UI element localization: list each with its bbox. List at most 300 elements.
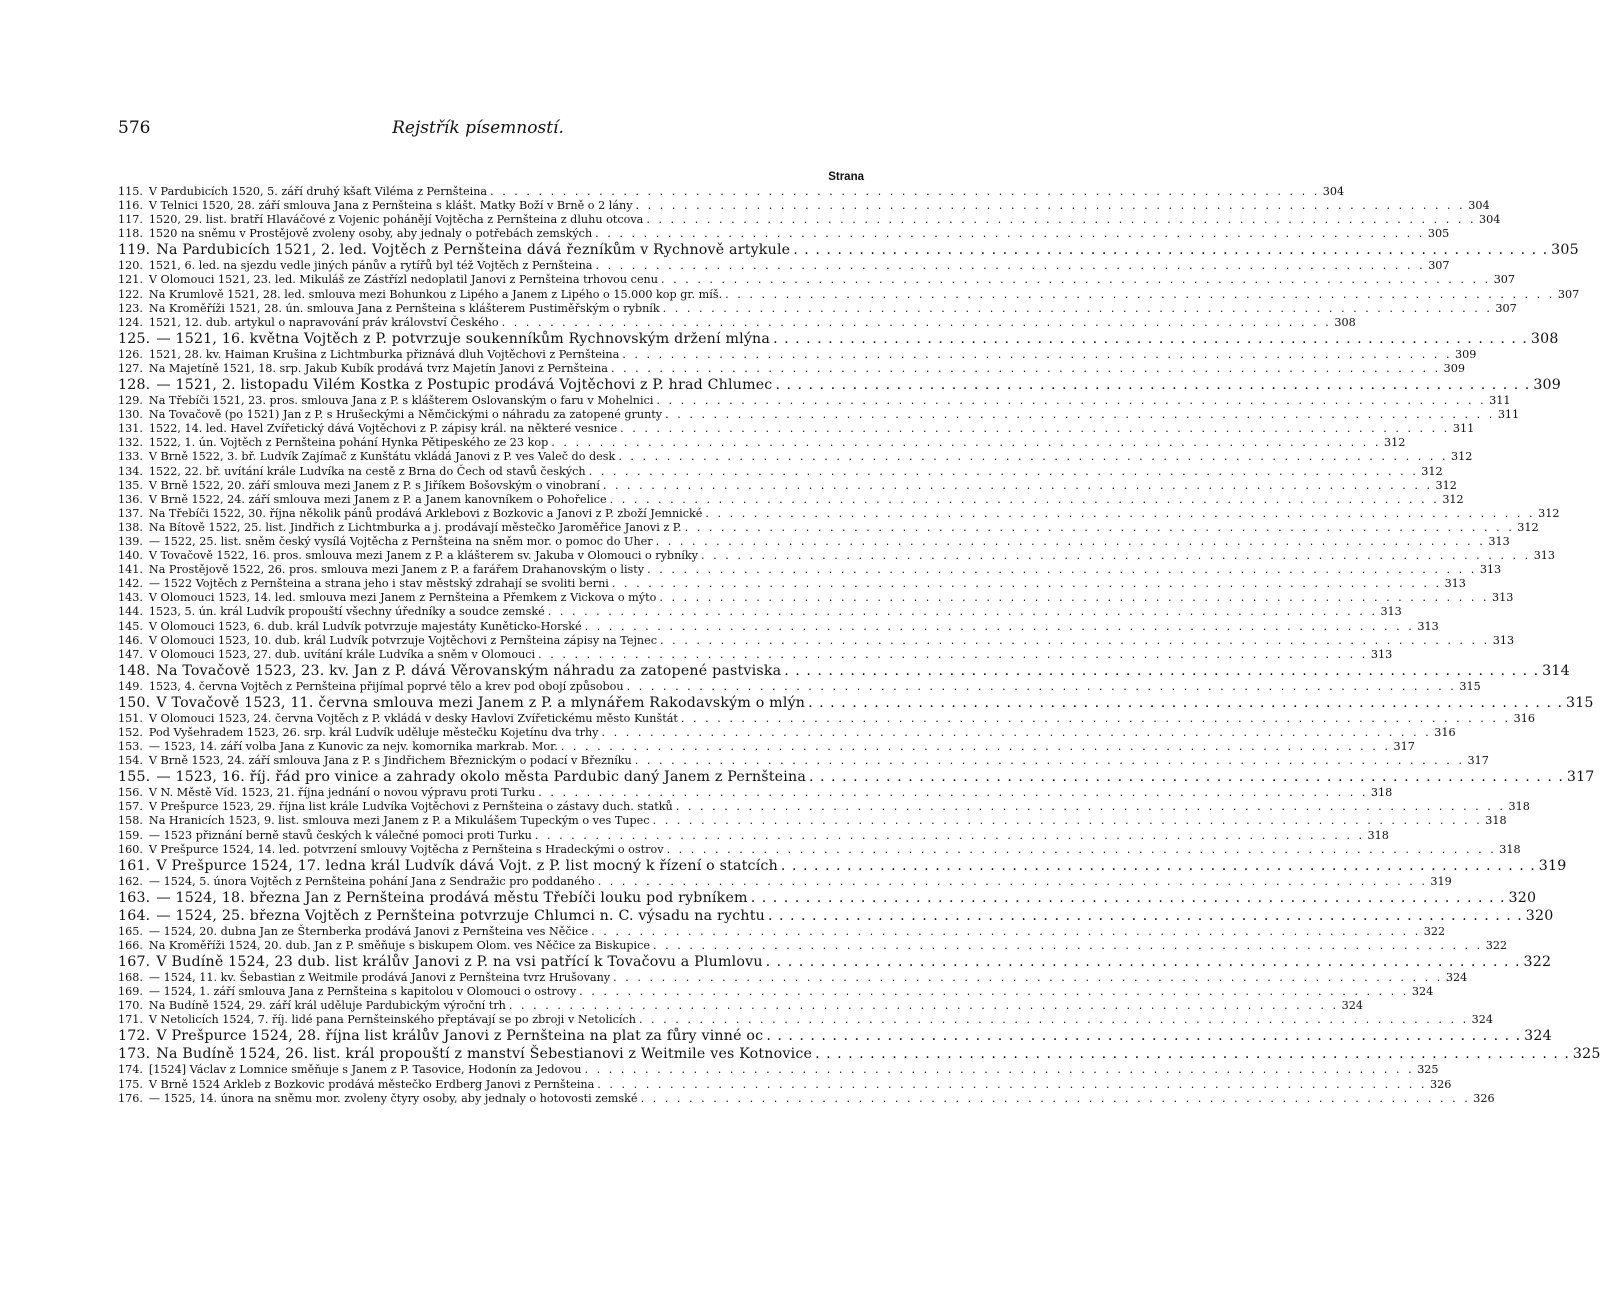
entry-number: 140.	[118, 549, 143, 563]
entry-page-number: 322	[1523, 954, 1552, 971]
entry-text: Na Budíně 1524, 29. září král uděluje Pardubickým výroční trh	[148, 999, 506, 1013]
running-title: Rejstřík písemností.	[392, 118, 564, 138]
index-entry	[118, 842, 1521, 857]
entry-page-number: 319	[1430, 874, 1452, 888]
index-entry	[118, 478, 1457, 493]
index-entry	[118, 953, 1552, 971]
entry-number: 156.	[118, 786, 143, 800]
entry-text: [1524] Václav z Lomnice směňuje s Janem z P. Tasovice, Hodonín za Jedovou	[148, 1063, 582, 1077]
entry-page-number: 313	[1417, 619, 1439, 633]
entry-page-number: 304	[1322, 185, 1345, 198]
entry-text: Na Hranicích 1523, 9. list. smlouva mezi Janem z P. a Mikulášem Tupeckým o ves Tupec	[148, 814, 650, 828]
entry-number: 135.	[118, 478, 143, 492]
leader-dots: . . . . . . . . . . . . . . . . . . . . . . . . . . . . . . . . . . . . . . . . . . . . . . . . . . . . . . . . . . . . . . . . . . . . .	[765, 954, 1521, 971]
index-entry	[118, 506, 1560, 521]
entry-number: 148.	[118, 662, 151, 679]
leader-dots: . . . . . . . . . . . . . . . . . . . . . . . . . . . . . . . . . . . . . . . . . . . . . . . . . . . . . . . . . . . . . . . . . . . . .	[809, 769, 1564, 786]
leader-dots: . . . . . . . . . . . . . . . . . . . . . . . . . . . . . . . . . . . . . . . . . . . . . . . . . . . . . . . . . . . . . . . . . . . . .	[700, 549, 1531, 563]
leader-dots: . . . . . . . . . . . . . . . . . . . . . . . . . . . . . . . . . . . . . . . . . . . . . . . . . . . . . . . . . . . . . . . . . . . . .	[508, 999, 1339, 1013]
index-entry	[118, 1013, 1493, 1027]
index-entry	[118, 394, 1511, 408]
index-entry	[118, 633, 1515, 648]
entry-page-number: 312	[1451, 450, 1473, 464]
entry-number: 174.	[118, 1063, 143, 1077]
entry-page-number: 308	[1334, 315, 1356, 329]
entry-number: 162.	[118, 874, 143, 888]
leader-dots: . . . . . . . . . . . . . . . . . . . . . . . . . . . . . . . . . . . . . . . . . . . . . . . . . . . . . . . . . . . . . . . . . . . . .	[610, 361, 1441, 375]
entry-page-number: 304	[1468, 199, 1490, 213]
entry-text: V Olomouci 1523, 10. dub. král Ludvík potvrzuje Vojtěchovi z Pernšteina zápisy na Tejnec	[148, 633, 658, 647]
index-entry	[118, 450, 1473, 464]
entry-number: 120.	[118, 259, 143, 273]
entry-page-number: 322	[1485, 938, 1508, 952]
entry-number: 133.	[118, 450, 143, 464]
entry-page-number: 309	[1455, 347, 1477, 361]
entry-number: 130.	[118, 408, 143, 422]
index-entry	[118, 889, 1537, 907]
entry-number: 171.	[118, 1013, 143, 1027]
index-entry	[118, 315, 1356, 330]
leader-dots: . . . . . . . . . . . . . . . . . . . . . . . . . . . . . . . . . . . . . . . . . . . . . . . . . . . . . . . . . . . . . . . . . . . . .	[613, 971, 1443, 985]
entry-text: 1523, 4. června Vojtěch z Pernšteina přijímal poprvé tělo a krev pod obojí způsobou	[148, 679, 624, 693]
page-column-heading: Strana	[828, 171, 864, 183]
entry-text: V Prešpurce 1524, 14. led. potvrzení smlouvy Vojtěcha z Pernšteina s Hradeckými o ostrov	[148, 842, 664, 856]
leader-dots: . . . . . . . . . . . . . . . . . . . . . . . . . . . . . . . . . . . . . . . . . . . . . . . . . . . . . . . . . . . . . . . . . . . . .	[725, 287, 1555, 301]
entry-text: — 1523, 14. září volba Jana z Kunovic za nejv. komornika markrab. Mor.	[148, 740, 558, 754]
leader-dots: . . . . . . . . . . . . . . . . . . . . . . . . . . . . . . . . . . . . . . . . . . . . . . . . . . . . . . . . . . . . . . . . . . . . .	[534, 828, 1365, 842]
entry-page-number: 320	[1508, 889, 1537, 906]
index-entry	[118, 1091, 1495, 1106]
index-entry	[118, 619, 1439, 634]
entry-number: 126.	[118, 347, 143, 361]
leader-dots: . . . . . . . . . . . . . . . . . . . . . . . . . . . . . . . . . . . . . . . . . . . . . . . . . . . . . . . . . . . . . . . . . . . . .	[656, 394, 1487, 408]
leader-dots: . . . . . . . . . . . . . . . . . . . . . . . . . . . . . . . . . . . . . . . . . . . . . . . . . . . . . . . . . . . . . . . . . . . . .	[675, 800, 1506, 814]
entry-text: Na Budíně 1524, 26. list. král propouští z manství Šebestianovi z Weitmile ves Kotnovice	[156, 1046, 813, 1063]
entry-number: 115.	[118, 185, 143, 198]
entry-number: 157.	[118, 800, 143, 814]
entry-page-number: 307	[1557, 287, 1580, 301]
entry-page-number: 313	[1488, 534, 1510, 548]
entry-text: Na Majetíně 1521, 18. srp. Jakub Kubík prodává tvrz Majetín Janovi z Pernšteina	[148, 361, 608, 375]
leader-dots: . . . . . . . . . . . . . . . . . . . . . . . . . . . . . . . . . . . . . . . . . . . . . . . . . . . . . . . . . . . . . . . . . . . . .	[659, 591, 1490, 605]
entry-number: 164.	[118, 907, 151, 924]
entry-page-number: 313	[1492, 591, 1514, 605]
entry-number: 124.	[118, 315, 143, 329]
index-entry	[118, 185, 1345, 199]
leader-dots: . . . . . . . . . . . . . . . . . . . . . . . . . . . . . . . . . . . . . . . . . . . . . . . . . . . . . . . . . . . . . . . . . . . . .	[665, 408, 1495, 422]
leader-dots: . . . . . . . . . . . . . . . . . . . . . . . . . . . . . . . . . . . . . . . . . . . . . . . . . . . . . . . . . . . . . . . . . . . . .	[640, 1091, 1471, 1105]
leader-dots: . . . . . . . . . . . . . . . . . . . . . . . . . . . . . . . . . . . . . . . . . . . . . . . . . . . . . . . . . . . . . . . . . . . . .	[595, 227, 1425, 241]
entry-text: — 1524, 20. dubna Jan ze Šternberka prodává Janovi z Pernšteina ves Něčice	[148, 924, 589, 938]
entry-text: V Brně 1523, 24. září smlouva Jana z P. s Jindřichem Březnickým o podací v Březníku	[148, 754, 632, 768]
leader-dots: . . . . . . . . . . . . . . . . . . . . . . . . . . . . . . . . . . . . . . . . . . . . . . . . . . . . . . . . . . . . . . . . . . . . .	[635, 199, 1466, 213]
entry-text: Na Třebíči 1521, 23. pros. smlouva Jana z P. s klášterem Oslovanským o faru v Mohelnici	[148, 394, 654, 408]
entry-text: V Brně 1522, 20. září smlouva mezi Janem z P. s Jiříkem Bošovským o vinobraní	[148, 478, 600, 492]
entry-number: 155.	[118, 769, 151, 786]
entry-page-number: 313	[1533, 549, 1556, 563]
entry-page-number: 318	[1499, 842, 1521, 856]
entry-page-number: 324	[1411, 985, 1434, 999]
entry-number: 145.	[118, 619, 143, 633]
entry-number: 129.	[118, 394, 143, 408]
index-entry	[118, 534, 1510, 549]
leader-dots: . . . . . . . . . . . . . . . . . . . . . . . . . . . . . . . . . . . . . . . . . . . . . . . . . . . . . . . . . . . . . . . . . . . . .	[501, 315, 1332, 329]
entry-number: 127.	[118, 361, 143, 375]
entry-page-number: 313	[1370, 647, 1393, 661]
entry-text: 1521, 6. led. na sjezdu vedle jiných pánův a rytířů byl též Vojtěch z Pernšteina	[148, 259, 593, 273]
entry-text: — 1525, 14. února na sněmu mor. zvoleny čtyry osoby, aby jednaly o hotovosti zemské	[148, 1091, 638, 1105]
entry-number: 176.	[118, 1091, 143, 1105]
entry-number: 138.	[118, 520, 143, 534]
index-entry	[118, 786, 1393, 800]
leader-dots: . . . . . . . . . . . . . . . . . . . . . . . . . . . . . . . . . . . . . . . . . . . . . . . . . . . . . . . . . . . . . . . . . . . . .	[609, 492, 1440, 506]
entry-number: 168.	[118, 971, 143, 985]
leader-dots: . . . . . . . . . . . . . . . . . . . . . . . . . . . . . . . . . . . . . . . . . . . . . . . . . . . . . . . . . . . . . . . . . . . . .	[601, 726, 1432, 739]
entry-number: 118.	[118, 227, 143, 241]
entry-text: V Brně 1524 Arkleb z Bozkovic prodává městečko Erdberg Janovi z Pernšteina	[148, 1077, 595, 1091]
leader-dots: . . . . . . . . . . . . . . . . . . . . . . . . . . . . . . . . . . . . . . . . . . . . . . . . . . . . . . . . . . . . . . . . . . . . .	[597, 1077, 1427, 1091]
entry-text: V Tovačově 1522, 16. pros. smlouva mezi Janem z P. a klášterem sv. Jakuba v Olomouci o rybníky	[148, 549, 698, 563]
entry-number: 137.	[118, 506, 143, 520]
entry-text: 1521, 12. dub. artykul o napravování práv království Českého	[148, 315, 499, 329]
entry-page-number: 313	[1479, 563, 1502, 577]
entry-number: 165.	[118, 924, 143, 938]
entry-number: 152.	[118, 726, 143, 739]
leader-dots: . . . . . . . . . . . . . . . . . . . . . . . . . . . . . . . . . . . . . . . . . . . . . . . . . . . . . . . . . . . . . . . . . . . . .	[626, 679, 1457, 693]
entry-text: — 1522 Vojtěch z Pernšteina a strana jeho i stav městský zdrahají se svoliti berni	[148, 577, 609, 591]
index-entry	[118, 857, 1567, 875]
entry-page-number: 326	[1473, 1091, 1495, 1105]
index-entry	[118, 241, 1579, 259]
entry-number: 123.	[118, 301, 143, 315]
entry-text: Na Kroměříži 1521, 28. ún. smlouva Jana z Pernšteina s klášterem Pustiměřským o rybník	[148, 301, 660, 315]
index-entry	[118, 577, 1466, 591]
index-entry	[118, 376, 1561, 394]
entry-page-number: 311	[1452, 422, 1475, 436]
entry-page-number: 312	[1383, 436, 1406, 450]
index-entry	[118, 259, 1450, 273]
entry-text: — 1524, 18. března Jan z Pernšteina prodává městu Třebíči louku pod rybníkem	[156, 889, 748, 906]
entry-text: 1522, 1. ún. Vojtěch z Pernšteina pohání Hynka Pětipeského ze 23 kop	[148, 436, 549, 450]
entry-page-number: 324	[1341, 999, 1363, 1013]
entry-page-number: 324	[1445, 971, 1468, 985]
leader-dots: . . . . . . . . . . . . . . . . . . . . . . . . . . . . . . . . . . . . . . . . . . . . . . . . . . . . . . . . . . . . . . . . . . . . .	[705, 506, 1536, 520]
leader-dots: . . . . . . . . . . . . . . . . . . . . . . . . . . . . . . . . . . . . . . . . . . . . . . . . . . . . . . . . . . . . . . . . . . . . .	[490, 185, 1320, 198]
entry-number: 159.	[118, 828, 143, 842]
entry-text: — 1523, 16. říj. řád pro vinice a zahrady okolo města Pardubic daný Janem z Pernšteina	[156, 769, 807, 786]
leader-dots: . . . . . . . . . . . . . . . . . . . . . . . . . . . . . . . . . . . . . . . . . . . . . . . . . . . . . . . . . . . . . . . . . . . . .	[646, 213, 1477, 227]
index-entry	[118, 436, 1406, 450]
entry-number: 161.	[118, 857, 151, 874]
index-entry	[118, 924, 1446, 939]
leader-dots: . . . . . . . . . . . . . . . . . . . . . . . . . . . . . . . . . . . . . . . . . . . . . . . . . . . . . . . . . . . . . . . . . . . . .	[784, 662, 1540, 679]
index-entry	[118, 563, 1502, 577]
index-entry	[118, 828, 1389, 843]
entry-page-number: 313	[1492, 633, 1515, 647]
leader-dots: . . . . . . . . . . . . . . . . . . . . . . . . . . . . . . . . . . . . . . . . . . . . . . . . . . . . . . . . . . . . . . . . . . . . .	[660, 633, 1490, 647]
index-entry	[118, 492, 1464, 507]
entry-text: V Brně 1522, 3. bř. Ludvík Zajímač z Kunštátu vkládá Janovi z P. ves Valeč do desk	[148, 450, 616, 464]
leader-dots: . . . . . . . . . . . . . . . . . . . . . . . . . . . . . . . . . . . . . . . . . . . . . . . . . . . . . . . . . . . . . . . . . . . . .	[666, 842, 1497, 856]
index-entry	[118, 679, 1481, 694]
leader-dots: . . . . . . . . . . . . . . . . . . . . . . . . . . . . . . . . . . . . . . . . . . . . . . . . . . . . . . . . . . . . . . . . . . . . .	[547, 605, 1378, 619]
entry-text: Na Tovačově (po 1521) Jan z P. s Hrušeckými a Němčickými o náhradu za zatopené grunty	[148, 408, 663, 422]
entry-text: V N. Městě Víd. 1523, 21. října jednání o novou výpravu proti Turku	[148, 786, 536, 800]
leader-dots: . . . . . . . . . . . . . . . . . . . . . . . . . . . . . . . . . . . . . . . . . . . . . . . . . . . . . . . . . . . . . . . . . . . . .	[652, 814, 1483, 828]
entry-page-number: 312	[1517, 520, 1539, 534]
leader-dots: . . . . . . . . . . . . . . . . . . . . . . . . . . . . . . . . . . . . . . . . . . . . . . . . . . . . . . . . . . . . . . . . . . . . .	[655, 534, 1486, 548]
entry-number: 144.	[118, 605, 143, 619]
leader-dots: . . . . . . . . . . . . . . . . . . . . . . . . . . . . . . . . . . . . . . . . . . . . . . . . . . . . . . . . . . . . . . . . . . . . .	[766, 1028, 1522, 1045]
entry-number: 163.	[118, 889, 151, 906]
entry-page-number: 309	[1443, 361, 1466, 375]
leader-dots: . . . . . . . . . . . . . . . . . . . . . . . . . . . . . . . . . . . . . . . . . . . . . . . . . . . . . . . . . . . . . . . . . . . . .	[595, 259, 1426, 273]
page-number: 576	[118, 118, 151, 138]
entry-text: 1520 na sněmu v Prostějově zvoleny osoby, aby jednaly o potřebách zemských	[148, 227, 593, 241]
index-entry	[118, 422, 1475, 436]
leader-dots: . . . . . . . . . . . . . . . . . . . . . . . . . . . . . . . . . . . . . . . . . . . . . . . . . . . . . . . . . . . . . . . . . . . . .	[538, 786, 1368, 800]
leader-dots: . . . . . . . . . . . . . . . . . . . . . . . . . . . . . . . . . . . . . . . . . . . . . . . . . . . . . . . . . . . . . . . . . . . . .	[662, 301, 1493, 315]
entry-number: 122.	[118, 287, 143, 301]
entry-page-number: 316	[1434, 726, 1456, 739]
index-entry	[118, 1063, 1439, 1077]
index-entry	[118, 754, 1489, 768]
entry-text: V Pardubicích 1520, 5. září druhý kšaft Viléma z Pernšteina	[148, 185, 488, 198]
entry-number: 116.	[118, 199, 143, 213]
entry-text: — 1524, 5. února Vojtěch z Pernšteina pohání Jana z Sendražic pro poddaného	[148, 874, 595, 888]
leader-dots: . . . . . . . . . . . . . . . . . . . . . . . . . . . . . . . . . . . . . . . . . . . . . . . . . . . . . . . . . . . . . . . . . . . . .	[773, 330, 1528, 347]
entry-page-number: 318	[1367, 828, 1389, 842]
index-entry	[118, 227, 1450, 241]
entry-text: Na Tovačově 1523, 23. kv. Jan z P. dává Věrovanským náhradu za zatopené pastviska	[156, 662, 782, 679]
entry-page-number: 307	[1495, 301, 1517, 315]
index-entry	[118, 199, 1490, 213]
entry-number: 151.	[118, 711, 143, 725]
entry-page-number: 312	[1421, 464, 1443, 478]
entry-page-number: 317	[1393, 740, 1415, 754]
index-entry	[118, 662, 1570, 680]
leader-dots: . . . . . . . . . . . . . . . . . . . . . . . . . . . . . . . . . . . . . . . . . . . . . . . . . . . . . . . . . . . . . . . . . . . . .	[538, 647, 1368, 661]
entry-number: 128.	[118, 377, 151, 394]
leader-dots: . . . . . . . . . . . . . . . . . . . . . . . . . . . . . . . . . . . . . . . . . . . . . . . . . . . . . . . . . . . . . . . . . . . . .	[767, 907, 1523, 924]
entry-text: 1523, 5. ún. král Ludvík propouští všechny úředníky a soudce zemské	[148, 605, 545, 619]
entry-text: V Budíně 1524, 23 dub. list králův Janovi z P. na vsi patřící k Tovačovu a Plumlovu	[156, 954, 763, 971]
entry-page-number: 308	[1530, 330, 1559, 347]
leader-dots: . . . . . . . . . . . . . . . . . . . . . . . . . . . . . . . . . . . . . . . . . . . . . . . . . . . . . . . . . . . . . . . . . . . . .	[591, 924, 1421, 938]
entry-number: 169.	[118, 985, 143, 999]
index-entry	[118, 213, 1501, 227]
leader-dots: . . . . . . . . . . . . . . . . . . . . . . . . . . . . . . . . . . . . . . . . . . . . . . . . . . . . . . . . . . . . . . . . . . . . .	[622, 347, 1452, 361]
index-entry	[118, 711, 1535, 726]
entry-page-number: 312	[1442, 492, 1464, 506]
leader-dots: . . . . . . . . . . . . . . . . . . . . . . . . . . . . . . . . . . . . . . . . . . . . . . . . . . . . . . . . . . . . . . . . . . . . .	[680, 711, 1511, 725]
entry-text: — 1523 přiznání berně stavů českých k válečné pomoci proti Turku	[148, 828, 532, 842]
entry-number: 139.	[118, 534, 143, 548]
entry-page-number: 309	[1533, 377, 1561, 394]
page-header	[118, 118, 838, 144]
entry-page-number: 313	[1444, 577, 1466, 591]
entry-number: 175.	[118, 1077, 143, 1091]
index-entry	[118, 971, 1468, 985]
entry-page-number: 325	[1417, 1063, 1439, 1077]
entry-text: 1522, 22. bř. uvítání krále Ludvíka na cestě z Brna do Čech od stavů českých	[148, 464, 586, 478]
entry-page-number: 318	[1370, 786, 1393, 800]
leader-dots: . . . . . . . . . . . . . . . . . . . . . . . . . . . . . . . . . . . . . . . . . . . . . . . . . . . . . . . . . . . . . . . . . . . . .	[602, 478, 1433, 492]
entry-page-number: 304	[1479, 213, 1501, 227]
leader-dots: . . . . . . . . . . . . . . . . . . . . . . . . . . . . . . . . . . . . . . . . . . . . . . . . . . . . . . . . . . . . . . . . . . . . .	[780, 857, 1536, 874]
index-entry	[118, 330, 1559, 348]
entry-page-number: 325	[1572, 1046, 1601, 1063]
leader-dots: . . . . . . . . . . . . . . . . . . . . . . . . . . . . . . . . . . . . . . . . . . . . . . . . . . . . . . . . . . . . . . . . . . . . .	[618, 450, 1449, 464]
leader-dots: . . . . . . . . . . . . . . . . . . . . . . . . . . . . . . . . . . . . . . . . . . . . . . . . . . . . . . . . . . . . . . . . . . . . .	[750, 889, 1506, 906]
entry-text: — 1524, 11. kv. Šebastian z Weitmile prodává Janovi z Pernšteina tvrz Hrušovany	[148, 971, 611, 985]
entry-text: Na Pardubicích 1521, 2. led. Vojtěch z Pernšteina dává řezníkům v Rychnově artykule	[156, 242, 791, 259]
entry-number: 172.	[118, 1028, 151, 1045]
leader-dots: . . . . . . . . . . . . . . . . . . . . . . . . . . . . . . . . . . . . . . . . . . . . . . . . . . . . . . . . . . . . . . . . . . . . .	[620, 422, 1450, 436]
leader-dots: . . . . . . . . . . . . . . . . . . . . . . . . . . . . . . . . . . . . . . . . . . . . . . . . . . . . . . . . . . . . . . . . . . . . .	[584, 619, 1415, 633]
entry-text: — 1521, 16. května Vojtěch z P. potvrzuje soukenníkům Rychnovským držení mlýna	[156, 330, 771, 347]
entry-number: 150.	[118, 694, 151, 711]
entry-page-number: 317	[1467, 754, 1489, 768]
entry-page-number: 312	[1435, 478, 1457, 492]
index-entry	[118, 874, 1452, 889]
leader-dots: . . . . . . . . . . . . . . . . . . . . . . . . . . . . . . . . . . . . . . . . . . . . . . . . . . . . . . . . . . . . . . . . . . . . .	[808, 694, 1563, 711]
leader-dots: . . . . . . . . . . . . . . . . . . . . . . . . . . . . . . . . . . . . . . . . . . . . . . . . . . . . . . . . . . . . . . . . . . . . .	[653, 938, 1483, 952]
index-entry	[118, 520, 1539, 535]
index-entry	[118, 1045, 1601, 1063]
entry-page-number: 315	[1565, 694, 1594, 711]
entry-page-number: 322	[1423, 924, 1446, 938]
index-entry	[118, 800, 1530, 814]
entry-page-number: 324	[1471, 1013, 1493, 1027]
entry-page-number: 305	[1551, 242, 1579, 259]
entry-page-number: 316	[1513, 711, 1535, 725]
entry-text: Na Třebíči 1522, 30. října několik pánů prodává Arklebovi z Bozkovic a Janovi z P. zboží Jemnické	[148, 506, 703, 520]
entry-text: V Telnici 1520, 28. září smlouva Jana z Pernšteina s klášt. Matky Boží v Brně o 2 lány	[148, 199, 633, 213]
entry-text: V Olomouci 1523, 6. dub. král Ludvík potvrzuje majestáty Kuněticko-Horské	[148, 619, 582, 633]
leader-dots: . . . . . . . . . . . . . . . . . . . . . . . . . . . . . . . . . . . . . . . . . . . . . . . . . . . . . . . . . . . . . . . . . . . . .	[560, 740, 1391, 754]
leader-dots: . . . . . . . . . . . . . . . . . . . . . . . . . . . . . . . . . . . . . . . . . . . . . . . . . . . . . . . . . . . . . . . . . . . . .	[793, 242, 1549, 259]
leader-dots: . . . . . . . . . . . . . . . . . . . . . . . . . . . . . . . . . . . . . . . . . . . . . . . . . . . . . . . . . . . . . . . . . . . . .	[815, 1046, 1570, 1063]
entry-text: V Prešpurce 1524, 17. ledna král Ludvík dává Vojt. z P. list mocný k řízení o statcích	[156, 857, 778, 874]
leader-dots: . . . . . . . . . . . . . . . . . . . . . . . . . . . . . . . . . . . . . . . . . . . . . . . . . . . . . . . . . . . . . . . . . . . . .	[588, 464, 1419, 478]
entry-text: V Olomouci 1523, 27. dub. uvítání krále Ludvíka a sněm v Olomouci	[148, 647, 536, 661]
index-entry	[118, 938, 1508, 953]
entry-number: 141.	[118, 563, 143, 577]
index-entry	[118, 694, 1594, 712]
leader-dots: . . . . . . . . . . . . . . . . . . . . . . . . . . . . . . . . . . . . . . . . . . . . . . . . . . . . . . . . . . . . . . . . . . . . .	[579, 985, 1409, 999]
entry-page-number: 318	[1508, 800, 1530, 814]
entry-number: 132.	[118, 436, 143, 450]
leader-dots: . . . . . . . . . . . . . . . . . . . . . . . . . . . . . . . . . . . . . . . . . . . . . . . . . . . . . . . . . . . . . . . . . . . . .	[584, 1063, 1415, 1077]
entry-page-number: 307	[1493, 273, 1516, 287]
entry-number: 121.	[118, 273, 143, 287]
entry-text: 1521, 28. kv. Haiman Krušina z Lichtmburka přiznává dluh Vojtěchovi z Pernšteina	[148, 347, 620, 361]
entry-number: 147.	[118, 647, 143, 661]
entry-number: 173.	[118, 1046, 151, 1063]
entry-page-number: 311	[1489, 394, 1511, 408]
entry-text: V Brně 1522, 24. září smlouva mezi Janem z P. a Janem kanovníkem o Pohořelice	[148, 492, 607, 506]
index-entry	[118, 273, 1516, 287]
entry-text: — 1524, 25. března Vojtěch z Pernšteina potvrzuje Chlumci n. C. výsadu na rychtu	[156, 907, 765, 924]
entry-page-number: 314	[1542, 662, 1570, 679]
index-entry	[118, 549, 1556, 563]
leader-dots: . . . . . . . . . . . . . . . . . . . . . . . . . . . . . . . . . . . . . . . . . . . . . . . . . . . . . . . . . . . . . . . . . . . . .	[660, 273, 1491, 287]
index-entry	[118, 814, 1507, 828]
index-entry	[118, 1027, 1552, 1045]
index-entry	[118, 985, 1434, 999]
index-entry	[118, 408, 1520, 422]
index-entry-list	[118, 185, 1601, 1106]
entry-number: 154.	[118, 754, 143, 768]
index-entry	[118, 347, 1477, 362]
entry-page-number: 307	[1428, 259, 1450, 273]
entry-number: 131.	[118, 422, 143, 436]
index-entry	[118, 287, 1580, 302]
entry-number: 142.	[118, 577, 143, 591]
entry-page-number: 305	[1427, 227, 1450, 241]
entry-text: V Olomouci 1523, 24. června Vojtěch z P. vkládá v desky Havlovi Zvířetickému město Kunštát	[148, 711, 678, 725]
entry-text: V Olomouci 1521, 23. led. Mikuláš ze Zástřízl nedoplatil Janovi z Pernšteina trhovou cenu	[148, 273, 658, 287]
index-entry	[118, 605, 1402, 619]
entry-text: Na Bítově 1522, 25. list. Jindřich z Lichtmburka a j. prodávají městečko Jaroměřice Janovi z P.	[148, 520, 682, 534]
entry-page-number: 313	[1380, 605, 1402, 619]
entry-text: Pod Vyšehradem 1523, 26. srp. král Ludvík uděluje městečku Kojetínu dva trhy	[148, 726, 599, 739]
entry-text: V Olomouci 1523, 14. led. smlouva mezi Janem z Pernšteina a Přemkem z Vickova o mýto	[148, 591, 657, 605]
entry-text: V Netolicích 1524, 7. říj. lidé pana Pernšteinského přeptávají se po zbroji v Netolicích	[148, 1013, 636, 1027]
entry-number: 119.	[118, 242, 151, 259]
entry-page-number: 319	[1538, 857, 1567, 874]
entry-text: Na Krumlově 1521, 28. led. smlouva mezi Bohunkou z Lipého a Janem z Lipého o 15.000 kop gr. míš.	[148, 287, 723, 301]
entry-text: V Prešpurce 1524, 28. října list králův Janovi z Pernšteina na plat za fůry vinné oc	[156, 1028, 764, 1045]
entry-page-number: 318	[1485, 814, 1507, 828]
entry-number: 166.	[118, 938, 143, 952]
leader-dots: . . . . . . . . . . . . . . . . . . . . . . . . . . . . . . . . . . . . . . . . . . . . . . . . . . . . . . . . . . . . . . . . . . . . .	[634, 754, 1465, 768]
entry-number: 160.	[118, 842, 143, 856]
leader-dots: . . . . . . . . . . . . . . . . . . . . . . . . . . . . . . . . . . . . . . . . . . . . . . . . . . . . . . . . . . . . . . . . . . . . .	[597, 874, 1428, 888]
entry-page-number: 317	[1566, 769, 1595, 786]
entry-number: 158.	[118, 814, 143, 828]
index-entry	[118, 999, 1363, 1013]
entry-number: 143.	[118, 591, 143, 605]
entry-text: — 1522, 25. list. sněm český vysílá Vojtěcha z Pernšteina na sněm mor. o pomoc do Uher	[148, 534, 653, 548]
entry-number: 153.	[118, 740, 143, 754]
index-entry	[118, 591, 1514, 605]
leader-dots: . . . . . . . . . . . . . . . . . . . . . . . . . . . . . . . . . . . . . . . . . . . . . . . . . . . . . . . . . . . . . . . . . . . . .	[551, 436, 1381, 450]
index-entry	[118, 464, 1443, 479]
entry-text: V Prešpurce 1523, 29. října list krále Ludvíka Vojtěchovi z Pernšteina o zástavy duch. statků	[148, 800, 673, 814]
index-entry	[118, 301, 1517, 316]
index-entry	[118, 1077, 1452, 1092]
entry-text: Na Kroměříži 1524, 20. dub. Jan z P. směňuje s biskupem Olom. ves Něčice za Biskupice	[148, 938, 651, 952]
leader-dots: . . . . . . . . . . . . . . . . . . . . . . . . . . . . . . . . . . . . . . . . . . . . . . . . . . . . . . . . . . . . . . . . . . . . .	[611, 577, 1442, 591]
index-entry	[118, 907, 1554, 925]
entry-page-number: 315	[1459, 679, 1481, 693]
entry-text: — 1524, 1. září smlouva Jana z Pernšteina s kapitolou v Olomouci o ostrovy	[148, 985, 577, 999]
entry-number: 136.	[118, 492, 143, 506]
entry-text: Na Prostějově 1522, 26. pros. smlouva mezi Janem z P. a farářem Drahanovským o listy	[148, 563, 645, 577]
leader-dots: . . . . . . . . . . . . . . . . . . . . . . . . . . . . . . . . . . . . . . . . . . . . . . . . . . . . . . . . . . . . . . . . . . . . .	[684, 520, 1515, 534]
entry-number: 125.	[118, 330, 151, 347]
index-entry	[118, 647, 1393, 662]
leader-dots: . . . . . . . . . . . . . . . . . . . . . . . . . . . . . . . . . . . . . . . . . . . . . . . . . . . . . . . . . . . . . . . . . . . . .	[647, 563, 1477, 577]
entry-page-number: 324	[1524, 1028, 1552, 1045]
leader-dots: . . . . . . . . . . . . . . . . . . . . . . . . . . . . . . . . . . . . . . . . . . . . . . . . . . . . . . . . . . . . . . . . . . . . .	[638, 1013, 1469, 1027]
entry-page-number: 312	[1538, 506, 1560, 520]
index-entry	[118, 726, 1456, 740]
entry-text: — 1521, 2. listopadu Vilém Kostka z Postupic prodává Vojtěchovi z P. hrad Chlumec	[156, 377, 773, 394]
index-entry	[118, 361, 1466, 376]
